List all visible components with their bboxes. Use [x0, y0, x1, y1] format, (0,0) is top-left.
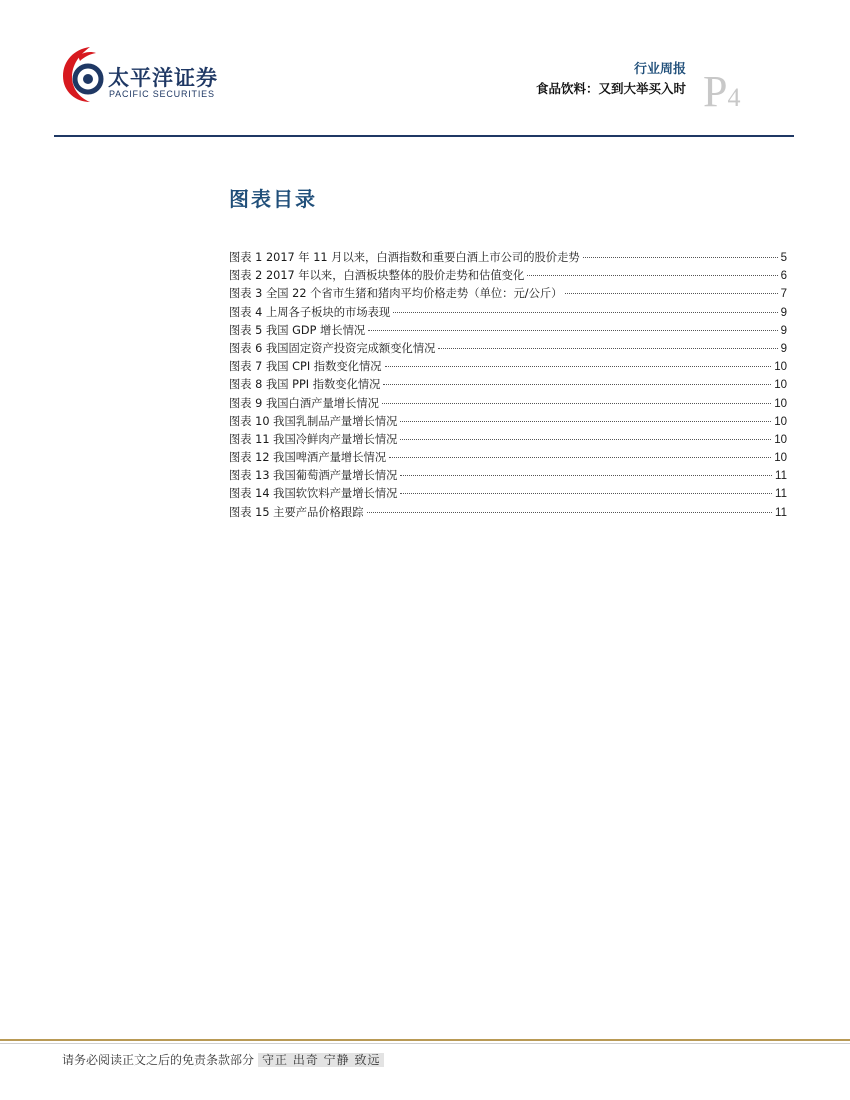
toc-entry-leader — [400, 421, 771, 422]
toc-entry-label: 图表 7 我国 CPI 指数变化情况 — [229, 360, 382, 374]
toc-entry-label: 图表 1 2017 年 11 月以来，白酒指数和重要白酒上市公司的股价走势 — [229, 251, 580, 264]
toc-entry[interactable] — [229, 322, 787, 340]
page-letter: P — [703, 67, 728, 116]
toc-entry[interactable] — [229, 358, 787, 376]
toc-entry-label: 图表 12 我国啤酒产量增长情况 — [229, 451, 387, 465]
toc-entry-leader — [382, 403, 771, 404]
toc-entry-label: 图表 4 上周各子板块的市场表现 — [229, 305, 391, 319]
toc-entry-page: 5 — [780, 252, 787, 264]
toc-entry-leader — [389, 457, 771, 458]
footer-motto: 守正 出奇 宁静 致远 — [258, 1053, 384, 1067]
toc-entry-leader — [565, 293, 777, 294]
footer-disclaimer: 请务必阅读正文之后的免责条款部分 — [62, 1053, 255, 1067]
toc-entry-label: 图表 11 我国冷鲜肉产量增长情况 — [229, 432, 398, 446]
toc-entry-leader — [393, 312, 777, 313]
toc-entry[interactable] — [229, 249, 787, 267]
toc-entry-page: 10 — [774, 379, 787, 392]
toc-entry-leader — [400, 475, 772, 476]
toc-heading: 图表目录 — [229, 187, 317, 211]
toc-entry-label: 图表 8 我国 PPI 指数变化情况 — [229, 378, 381, 392]
toc-entry-leader — [367, 512, 773, 513]
toc-entry[interactable] — [229, 304, 787, 322]
toc-entry-label: 图表 5 我国 GDP 增长情况 — [229, 323, 366, 337]
toc-entry-label: 图表 10 我国乳制品产量增长情况 — [229, 414, 398, 428]
toc-entry-leader — [583, 257, 778, 258]
toc-entry-page: 6 — [780, 270, 787, 283]
toc-entry-leader — [438, 348, 777, 349]
logo-text-en: PACIFIC SECURITIES — [109, 89, 215, 99]
toc-entry[interactable] — [229, 285, 787, 303]
toc-entry-leader — [400, 439, 771, 440]
toc-entry-page: 11 — [775, 506, 787, 519]
footer-divider — [0, 1039, 850, 1041]
company-logo — [60, 44, 260, 114]
report-title: 食品饮料：又到大举买入时 — [535, 81, 686, 96]
toc-entry[interactable] — [229, 467, 787, 485]
toc-entry-page: 11 — [775, 470, 787, 483]
toc-entry-page: 10 — [774, 452, 787, 465]
toc-entry-label: 图表 2 2017 年以来，白酒板块整体的股价走势和估值变化 — [229, 269, 525, 283]
logo-text-cn: 太平洋证券 — [108, 66, 218, 90]
toc-entry-leader — [400, 493, 772, 494]
toc-entry-leader — [385, 366, 772, 367]
footer-divider-secondary — [0, 1043, 850, 1044]
toc-entry[interactable] — [229, 449, 787, 467]
toc-entry-label: 图表 14 我国软饮料产量增长情况 — [229, 487, 398, 501]
toc-entry-page: 10 — [774, 433, 787, 446]
toc-entry-leader — [383, 384, 771, 385]
toc-entry-page: 10 — [774, 361, 787, 374]
toc-entry-page: 9 — [780, 342, 787, 355]
toc-entry-label: 图表 6 我国固定资产投资完成额变化情况 — [229, 341, 436, 355]
toc-entry-label: 图表 15 主要产品价格跟踪 — [229, 505, 364, 519]
toc-entry-page: 9 — [780, 324, 787, 337]
toc-entry[interactable] — [229, 413, 787, 431]
toc-entry-page: 9 — [780, 306, 787, 319]
report-type: 行业周报 — [633, 62, 686, 77]
page-number — [703, 67, 741, 116]
toc-entry-page: 11 — [775, 488, 787, 501]
toc-entry-label: 图表 9 我国白酒产量增长情况 — [229, 396, 379, 410]
toc-entry-page: 10 — [774, 415, 787, 428]
toc-entry-page: 10 — [774, 397, 787, 410]
toc-entry-label: 图表 13 我国葡萄酒产量增长情况 — [229, 469, 398, 483]
toc-entry[interactable] — [229, 395, 787, 413]
toc-entry[interactable] — [229, 340, 787, 358]
toc-entry-leader — [368, 330, 777, 331]
toc-entry[interactable] — [229, 431, 787, 449]
toc-entry-label: 图表 3 全国 22 个省市生猪和猪肉平均价格走势（单位：元/公斤） — [229, 287, 563, 301]
footer — [62, 1049, 384, 1071]
toc-entry-page: 7 — [780, 288, 787, 301]
toc-entry[interactable] — [229, 485, 787, 503]
toc-entry[interactable] — [229, 267, 787, 285]
pacific-securities-logo-icon — [60, 44, 106, 106]
toc-entry[interactable] — [229, 504, 787, 522]
page-number-digit: 4 — [727, 83, 741, 112]
toc-entry[interactable] — [229, 376, 787, 394]
header-divider — [54, 135, 794, 137]
toc-list — [229, 249, 787, 522]
toc-entry-leader — [527, 275, 777, 276]
